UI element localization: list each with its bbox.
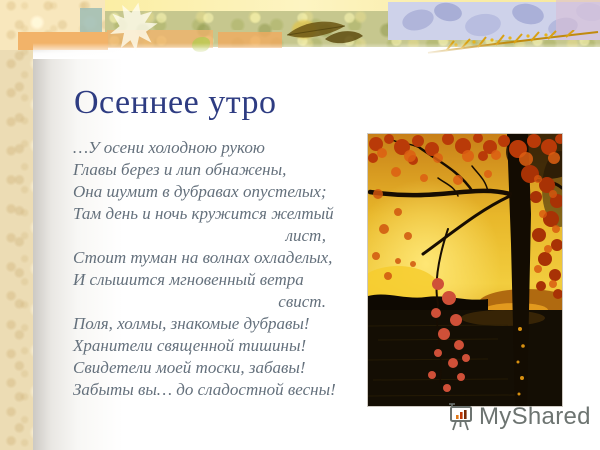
poem-line: Свидетели моей тоски, забавы! (73, 358, 306, 377)
poem-line: …У осени холодною рукою (73, 138, 265, 157)
slide-title: Осеннее утро (74, 84, 277, 121)
poem-line: Забыты вы… до сладостной весны! (73, 380, 336, 399)
poem-line: Главы берез и лип обнажены, (73, 160, 287, 179)
poem-line: И слышится мгновенный ветра (73, 270, 304, 289)
left-parchment-border (0, 0, 33, 450)
poem-line: Хранители священной тишины! (73, 336, 307, 355)
poem-line: свист. (278, 292, 326, 311)
poem-line: Стоит туман на волнах охладелых, (73, 248, 333, 267)
autumn-tree-photo (368, 134, 562, 406)
poem-line: лист, (285, 226, 326, 245)
poem-text-block (73, 137, 336, 401)
poem-line: Она шумит в дубравах опустелых; (73, 182, 327, 201)
top-left-parchment-corner (0, 0, 107, 50)
myshared-label: MyShared (479, 403, 591, 430)
myshared-watermark[interactable] (447, 403, 591, 431)
poem-line: Там день и ночь кружится желтый (73, 204, 334, 223)
poem-line: Поля, холмы, знакомые дубравы! (73, 314, 310, 333)
presentation-board-icon (447, 403, 474, 431)
